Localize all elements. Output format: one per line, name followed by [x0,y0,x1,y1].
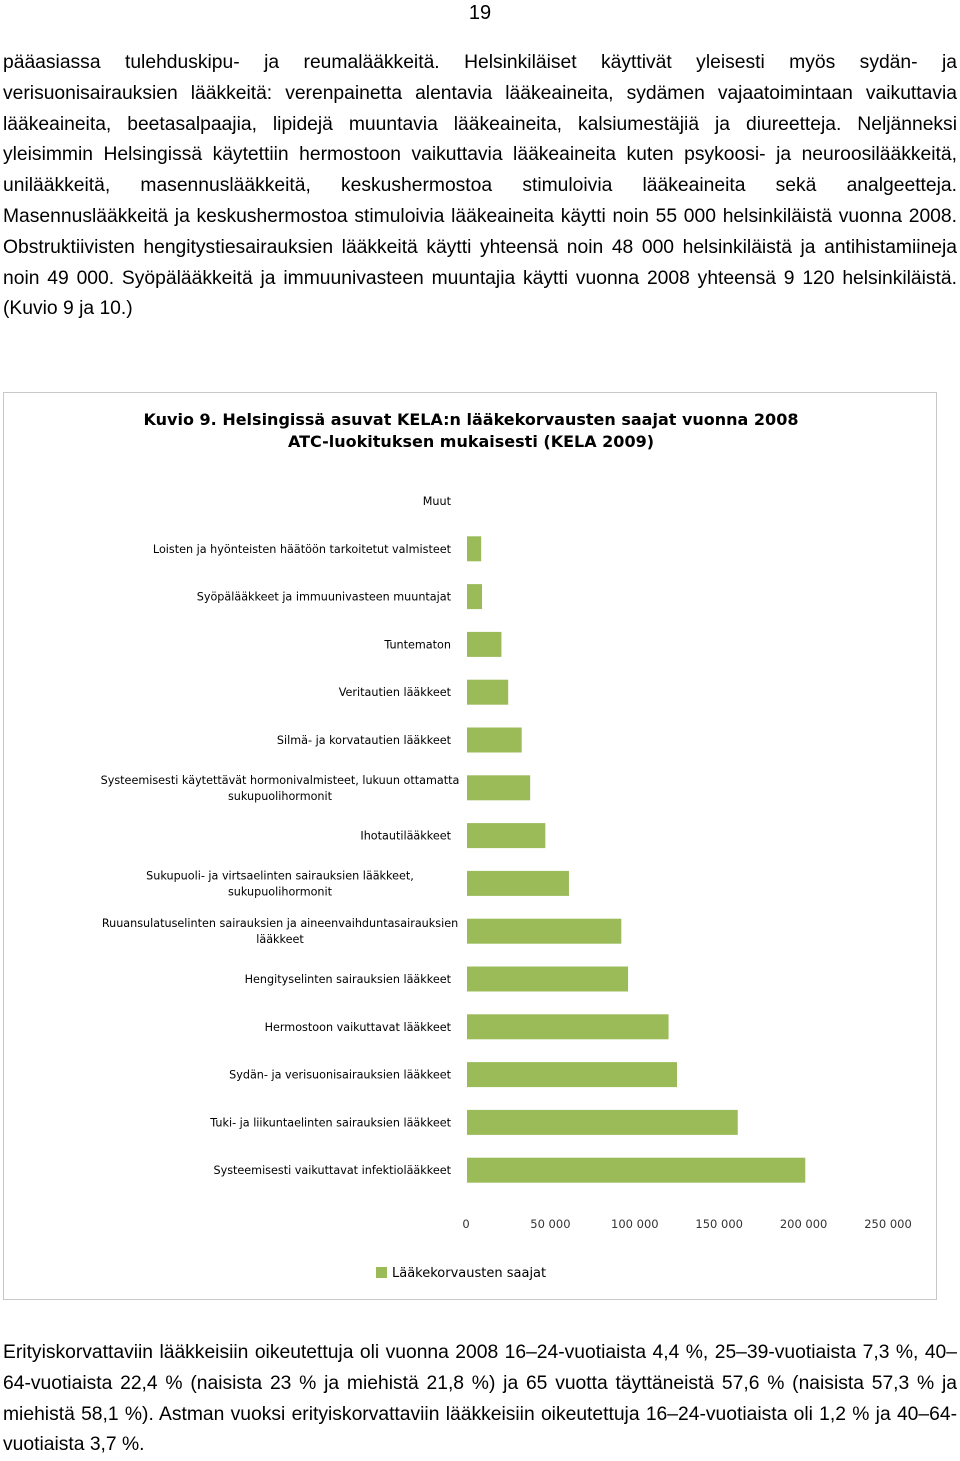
bar-13 [467,1110,738,1135]
bar-8 [467,871,569,896]
category-label-9 [102,917,458,946]
x-tick-label-5: 250 000 [864,1217,912,1231]
category-label-line: Hermostoon vaikuttavat lääkkeet [264,1020,451,1034]
body-paragraph-bottom: Erityiskorvattaviin lääkkeisiin oikeutettuja oli vuonna 2008 16–24-vuotiaista 4,4 %, 25–39-vuotiaista 7,3 %, 40–64-vuotiaista 22,4 % (naisista 23 % ja miehistä 21,8 %) ja 65 vuotta täyttäneistä 57,6 % (naisista 57,3 % ja miehistä 58,1 %). Astman vuoksi erityiskorvattaviin lääkkeisiin oikeutettuja 16–24-vuotiaista oli 1,2 % ja 40–64-vuotiaista 3,7 %. [3,1342,957,1456]
bar-chart [4,393,938,1301]
category-label-3 [383,638,451,651]
category-label-line: Ruuansulatuselinten sairauksien ja aineenvaihduntasairauksien [101,917,459,931]
category-label-line: sukupuolihormonit [227,789,333,803]
category-label-7 [360,830,451,843]
category-label-line: Sydän- ja verisuonisairauksien lääkkeet [229,1068,451,1082]
x-tick-label-2: 100 000 [611,1217,659,1231]
bar-11 [467,1014,669,1039]
category-label-line: Muut [422,495,451,508]
category-label-14 [213,1164,451,1177]
category-label-line: lääkkeet [256,933,304,947]
category-label-line: Syöpälääkkeet ja immuunivasteen muuntajat [196,590,451,604]
category-label-line: sukupuolihormonit [227,885,333,899]
category-label-line: Systeemisesti vaikuttavat infektiolääkkeet [213,1164,451,1178]
bar-2 [467,584,482,609]
category-label-4 [339,686,452,699]
x-tick-label-0: 0 [462,1217,470,1231]
bar-5 [467,728,522,753]
category-label-line: Systeemisesti käytettävät hormonivalmisteet, lukuun ottamatta [100,773,460,787]
category-label-12 [229,1069,451,1082]
category-label-11 [265,1021,452,1034]
x-tick-label-1: 50 000 [530,1217,571,1231]
figure-frame [3,392,937,1300]
body-paragraph-top: pääasiassa tulehduskipu- ja reumalääkkeitä. Helsinkiläiset käyttivät yleisesti myös sydän- ja verisuonisairauksien lääkkeitä: verenpainetta alentavia lääkeaineita, sydämen vajaatoimintaan vaikuttavia lääkeaineita, beetasalpaajia, lipidejä muuntavia lääkeaineita, kalsiumestäjiä ja diureetteja. Neljänneksi yleisimmin Helsingissä käytettiin hermostoon vaikuttavia lääkeaineita kuten psykoosi- ja neuroosilääkkeitä, unilääkkeitä, masennuslääkkeitä, keskushermostoa stimuloivia lääkeaineita sekä analgeetteja. Masennuslääkkeitä ja keskushermostoa stimuloivia lääkeaineita käytti noin 55 000 helsinkiläistä vuonna 2008. Obstruktiivisten hengitystiesairauksien lääkkeitä käytti yhteensä noin 48 000 helsinkiläistä ja antihistamiineja noin 49 000. Syöpälääkkeitä ja immuunivasteen muuntajia käytti vuonna 2008 yhteensä 9 120 helsinkiläistä. (Kuvio 9 ja 10.) [3,52,957,320]
category-label-13 [209,1116,451,1129]
chart-title-line-2: ATC-luokituksen mukaisesti (KELA 2009) [287,432,655,451]
category-label-line: Ihotautilääkkeet [360,829,451,843]
category-label-line: Tuki- ja liikuntaelinten sairauksien lääkkeet [210,1116,451,1130]
category-label-line: Tuntematon [384,638,451,652]
bar-9 [467,919,621,944]
bar-3 [467,632,501,657]
bar-12 [467,1062,677,1087]
category-label-6 [101,774,460,803]
x-tick-label-4: 200 000 [779,1217,828,1231]
bar-6 [467,775,530,800]
chart-title-line-1: Kuvio 9. Helsingissä asuvat KELA:n lääkekorvausten saajat vuonna 2008 [143,410,799,429]
legend-swatch [376,1267,387,1278]
category-label-line: Silmä- ja korvatautien lääkkeet [276,734,451,747]
category-label-10 [245,973,452,986]
category-label-line: Hengityselinten sairauksien lääkkeet [244,973,451,986]
category-label-1 [153,543,452,556]
category-label-5 [277,734,452,747]
bar-14 [467,1158,805,1183]
category-label-2 [197,591,452,604]
bar-4 [467,680,508,705]
bar-10 [467,967,628,992]
category-label-line: Veritautien lääkkeet [338,686,451,700]
category-label-line: Loisten ja hyönteisten häätöön tarkoitetut valmisteet [152,542,451,556]
bar-1 [467,536,481,561]
legend-label: Lääkekorvausten saajat [392,1266,547,1281]
bar-7 [467,823,545,848]
category-label-8 [146,869,414,898]
page-number: 19 [468,2,492,24]
category-label-0 [423,495,452,508]
category-label-line: Sukupuoli- ja virtsaelinten sairauksien lääkkeet, [146,869,414,883]
x-tick-label-3: 150 000 [695,1217,743,1231]
